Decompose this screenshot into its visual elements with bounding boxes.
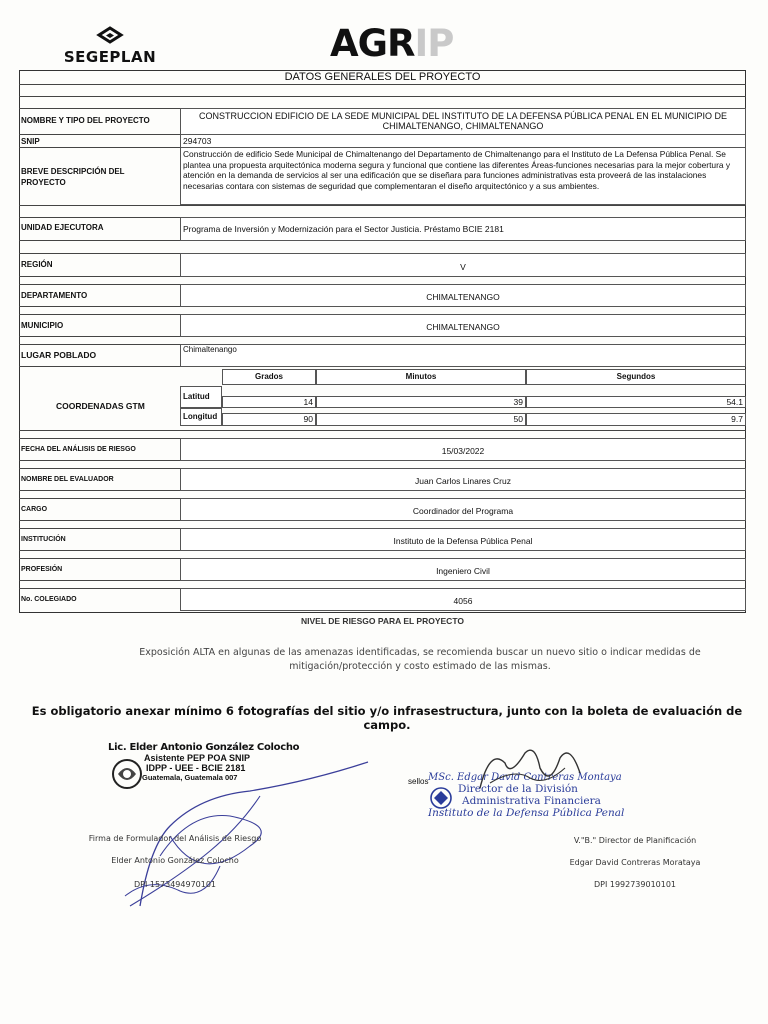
right-caption: V."B." Director de Planificación (573, 836, 697, 845)
right-signature-icon (470, 738, 590, 798)
value-nombre: CONSTRUCCION EDIFICIO DE LA SEDE MUNICIPAL DEL INSTITUTO DE LA DEFENSA PÚBLICA PENAL EN EL MUNICIPIO DE CHIMALTENANGO, CHIMALTENANGO (180, 108, 746, 135)
row-longitud-label: Longitud (180, 408, 222, 426)
longitud-minutos: 50 (316, 413, 526, 426)
label-profesion: PROFESIÓN (21, 566, 63, 573)
value-descripcion: Construcción de edificio Sede Municipal de Chimaltenango del Departamento de Chimaltenango para el Instituto de La Defensa Pública Penal. Se plantea una propuesta arquitectónica moderna segura y funcional que contiene las diferentes Áreas-funciones necesarias para la mejor cobertura y atención en la demanda de servicios al ser una edificación que se diseñara para funciones administrativas esta proveerá de las instalaciones necesarias contara con sistemas de seguridad que complementaran el diseño arquitectónico y a sus ambientes. (180, 147, 746, 205)
label-region: REGIÓN (21, 260, 53, 269)
divider (19, 430, 746, 431)
left-caption: Firma de Formulador del Análisis de Riesgo (88, 834, 262, 843)
mandatory-note: Es obligatorio anexar mínimo 6 fotografías del sitio y/o infrasestructura, junto con la boleta de evaluación de campo. (31, 704, 743, 732)
label-descripcion: BREVE DESCRIPCIÓN DEL PROYECTO (21, 167, 125, 187)
label-evaluador: NOMBRE DEL EVALUADOR (21, 476, 114, 483)
label-unidad: UNIDAD EJECUTORA (21, 223, 104, 232)
left-stamp-line3: IDPP - UEE - BCIE 2181 (146, 763, 246, 773)
latitud-grados: 14 (222, 396, 316, 408)
right-stamp-line1: MSc. Edgar David Contreras Montaya (428, 772, 622, 783)
agrip-logo (330, 22, 453, 65)
latitud-segundos: 54.1 (526, 396, 746, 408)
col-grados: Grados (222, 369, 316, 385)
right-seal-icon (428, 786, 454, 810)
left-stamp-line2: Asistente PEP POA SNIP (144, 753, 251, 763)
row-latitud-label: Latitud (180, 386, 222, 408)
longitud-grados: 90 (222, 413, 316, 426)
segeplan-logo (60, 26, 160, 66)
label-fecha: FECHA DEL ANÁLISIS DE RIESGO (21, 446, 136, 453)
right-stamp-line2: Director de la División (458, 783, 578, 795)
value-institucion: Instituto de la Defensa Pública Penal (180, 528, 746, 551)
value-unidad: Programa de Inversión y Modernización para el Sector Justicia. Préstamo BCIE 2181 (180, 217, 746, 241)
label-snip: SNIP (21, 137, 40, 146)
label-municipio: MUNICIPIO (21, 321, 64, 330)
col-segundos: Segundos (526, 369, 746, 385)
divider (19, 205, 746, 206)
riesgo-text: Exposición ALTA en algunas de las amenazas identificadas, se recomienda buscar un nuevo sitio o indicar medidas de mitigación/protección y costo estimado de las mismas. (139, 647, 701, 672)
divider (19, 84, 746, 85)
value-colegiado: 4056 (180, 588, 746, 611)
value-departamento: CHIMALTENANGO (180, 284, 746, 307)
value-snip: 294703 (180, 134, 746, 148)
label-coordenadas: COORDENADAS GTM (56, 401, 145, 411)
label-colegiado: No. COLEGIADO (21, 596, 77, 603)
value-profesion: Ingeniero Civil (180, 558, 746, 581)
label-nombre: NOMBRE Y TIPO DEL PROYECTO (21, 116, 150, 125)
label-institucion: INSTITUCIÓN (21, 536, 66, 543)
segeplan-text: SEGEPLAN (63, 48, 157, 66)
value-lugar: Chimaltenango (180, 344, 746, 367)
agrip-tail: IP (414, 22, 454, 65)
label-lugar: LUGAR POBLADO (21, 350, 97, 360)
right-stamp-line4: Instituto de la Defensa Pública Penal (428, 807, 625, 819)
riesgo-title: NIVEL DE RIESGO PARA EL PROYECTO (301, 616, 464, 626)
left-name: Elder Antonio González Colocho (111, 856, 239, 865)
value-region: V (180, 253, 746, 277)
segeplan-emblem-icon (90, 26, 130, 46)
left-dpi: DPI 1573494970101 (133, 880, 217, 889)
sellos-label: sellos (408, 777, 429, 786)
label-departamento: DEPARTAMENTO (21, 291, 88, 300)
divider (19, 96, 746, 97)
col-minutos: Minutos (316, 369, 526, 385)
form-title: DATOS GENERALES DEL PROYECTO (284, 71, 481, 83)
value-cargo: Coordinador del Programa (180, 498, 746, 521)
label-cargo: CARGO (21, 506, 48, 513)
left-stamp-line1: Lic. Elder Antonio González Colocho (108, 742, 300, 753)
longitud-segundos: 9.7 (526, 413, 746, 426)
agrip-main: AGR (330, 22, 415, 65)
right-name: Edgar David Contreras Morataya (569, 858, 701, 867)
right-dpi: DPI 1992739010101 (593, 880, 677, 889)
value-evaluador: Juan Carlos Linares Cruz (180, 468, 746, 491)
value-municipio: CHIMALTENANGO (180, 314, 746, 337)
left-stamp-line4: Guatemala, Guatemala 007 (142, 773, 238, 782)
latitud-minutos: 39 (316, 396, 526, 408)
value-fecha: 15/03/2022 (180, 438, 746, 461)
right-stamp-line3: Administrativa Financiera (462, 795, 601, 807)
